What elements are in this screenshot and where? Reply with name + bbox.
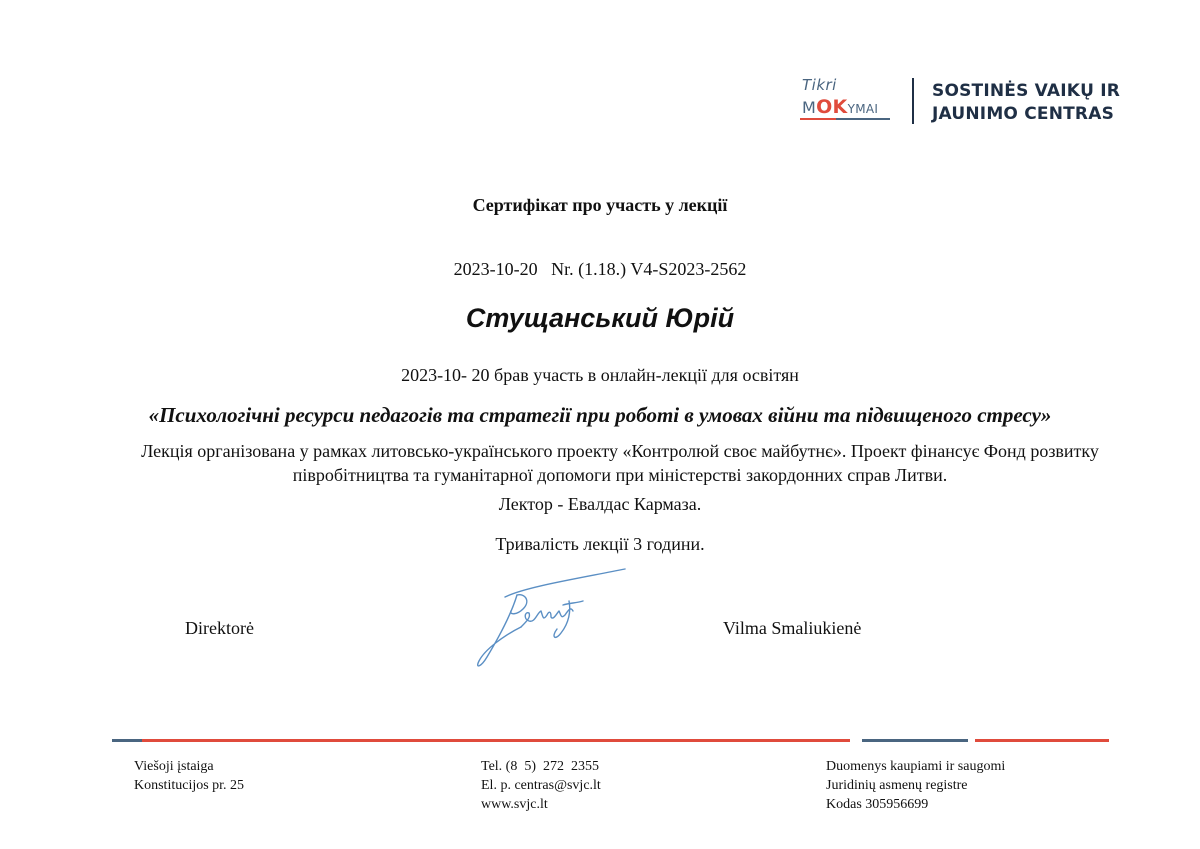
signer-role: Direktorė (185, 618, 254, 638)
organization-statement: Лекція організована у рамках литовсько-українського проекту «Контролюй своє майбутнє». Проект фінансує Фонд розвитку півробітництва та гуманітарної допомоги при міністерстві закордонних справ Литви. (141, 441, 1099, 485)
footer-rule-segment (862, 739, 968, 742)
footer-rule-segment (142, 739, 850, 742)
footer-text: Konstitucijos pr. 25 (134, 778, 245, 793)
footer-rule-segment (112, 739, 142, 742)
footer-contacts (481, 757, 601, 814)
logo-org-line1: SOSTINĖS VAIKŲ IR (932, 81, 1121, 101)
footer-text: Kodas 305956699 (826, 797, 929, 812)
signer-name: Vilma Smaliukienė (723, 618, 862, 638)
logo-organization-name (932, 80, 1120, 126)
footer-address (134, 757, 244, 795)
footer-text: Viešoji įstaiga (134, 759, 214, 774)
logo-mokymai-m: M (802, 98, 817, 117)
footer-rule-segment (975, 739, 1109, 742)
footer-website: www.svjc.lt (481, 797, 548, 812)
footer-registry (826, 757, 1005, 814)
organization-logo (800, 72, 1130, 132)
footer-phone: Tel. (8 5) 272 2355 (481, 759, 600, 774)
logo-mokymai-ok: OK (816, 96, 848, 118)
handwritten-signature (465, 565, 635, 675)
certificate-number-line (0, 259, 1200, 280)
footer-text: Juridinių asmenų registre (826, 778, 968, 793)
participant-name: Стущанський Юрій (465, 303, 735, 333)
certificate-number: Nr. (1.18.) V4-S2023-2562 (551, 259, 747, 279)
footer-email: El. p. centras@svjc.lt (481, 778, 601, 793)
logo-org-line2: JAUNIMO CENTRAS (932, 104, 1115, 124)
participation-statement: 2023-10- 20 брав участь в онлайн-лекції для освітян (401, 365, 799, 385)
logo-mokymai-text (802, 96, 878, 118)
certificate-date: 2023-10-20 (453, 259, 538, 279)
logo-underline (800, 118, 890, 120)
duration-line: Тривалість лекції 3 години. (495, 534, 705, 554)
logo-mokymai-rest: YMAI (847, 102, 879, 116)
logo-divider (912, 78, 914, 124)
footer-text: Duomenys kaupiami ir saugomi (826, 759, 1006, 774)
lecturer-line: Лектор - Евалдас Кармаза. (498, 494, 702, 514)
certificate-title: Сертифікат про участь у лекції (472, 195, 728, 215)
lecture-title: «Психологічні ресурси педагогів та стратегії при роботі в умовах війни та підвищеного стресу» (148, 403, 1052, 427)
logo-tikri-text: Tikri (802, 76, 837, 94)
